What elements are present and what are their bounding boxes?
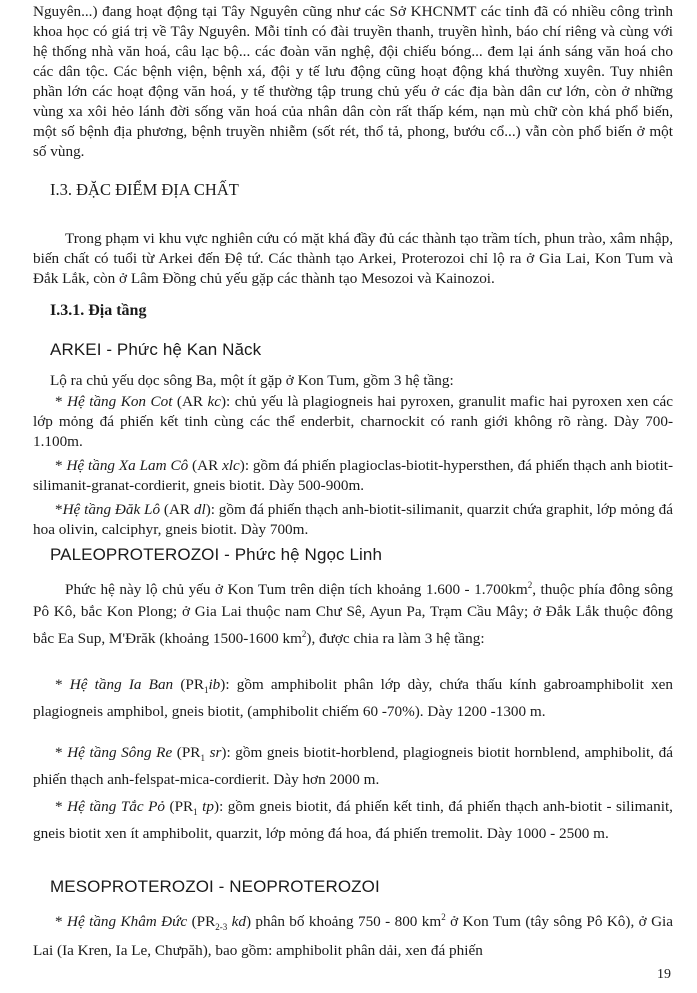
section-heading: I.3. ĐẶC ĐIỂM ĐỊA CHẤT [50,180,239,199]
paleoproterozoi-item: * Hệ tầng Sông Re ($PR_1$ sr): gồm gneis biotit-horblend, plagiogneis biotit hornblend, amphibolit, đá phiến thạch anh-felspat-mica-cordierit. Dày hơn 2000 m. [33,744,674,789]
paleoproterozoi-item: * Hệ tầng Tắc Pỏ ($PR_1$ tp): gồm gneis biotit, đá phiến kết tinh, đá phiến thạch anh-biotit - silimanit, gneis biotit xen ít amphibolit, quarzit, lớp mỏng đá hoa, đá phiến tremolit. Dày 1000 - 2500 m. [33,798,673,843]
section-paragraph: Trong phạm vi khu vực nghiên cứu có mặt khá đầy đủ các thành tạo trầm tích, phun trào, xâm nhập, biến chất có tuổi từ Arkei đến Đệ tứ. Các thành tạo Arkei, Proterozoi chỉ lộ ra ở Gia Lai, Kon Tum và Đắk Lắk, còn ở Lâm Đồng chủ yếu gặp các thành tạo Mesozoi và Kainozoi. [33,230,673,287]
intro-paragraph: Nguyên...) đang hoạt động tại Tây Nguyên cũng như các Sở KHCNMT các tỉnh đã có nhiều công trình khoa học có giá trị về Tây Nguyên. Mỗi tỉnh có đài truyền thanh, truyền hình, báo chí riêng và cùng với hệ thống nhà văn hoá, câu lạc bộ... các đoàn văn nghệ, đội chiếu bóng... đem lại ánh sáng văn hoá cho các dân tộc. Các bệnh viện, bệnh xá, đội y tế lưu động cũng hoạt động khá thường xuyên. Tuy nhiên phần lớn các hoạt động văn hoá, y tế thường tập trung chủ yếu ở các địa bàn dân cư lớn, còn ở những vùng xa xôi hẻo lánh đời sống văn hoá của nhân dân còn rất thấp kém, nạn mù chữ còn khá phổ biến, một số bệnh địa phương, bệnh truyền nhiễm (sốt rét, thổ tả, phong, bướu cổ...) vẫn còn phổ biến ở một số vùng. [33,3,673,160]
page-number: 19 [657,967,671,982]
paleoproterozoi-heading: PALEOPROTEROZOI - Phức hệ Ngọc Linh [50,545,383,564]
mesoproterozoi-item: * Hệ tầng Khâm Đức ($PR_{2-3}$ kd) phân bố khoảng 750 - 800 $km^2$ ở Kon Tum (tây sông Pô Kô), ở Gia Lai (Ia Kren, Ia Le, Chưpăh), bao gồm: amphibolit phân dải, xen đá phiến [33,912,673,960]
arkei-item: * Hệ tầng Xa Lam Cô (AR xlc): gồm đá phiến plagioclas-biotit-hypersthen, đá phiến thạch anh biotit-silimanit-granat-cordierit, gneis biotit. Dày 500-900m. [33,457,674,494]
paleoproterozoi-item: * Hệ tầng Ia Ban $(PR_1ib)$: gồm amphibolit phân lớp dày, chứa thấu kính gabroamphibolit xen plagiogneis amphibol, gneis biotit, (amphibolit chiếm 60 -70%). Dày 1200 -1300 m. [33,676,674,721]
arkei-intro: Lộ ra chủ yếu dọc sông Ba, một ít gặp ở Kon Tum, gồm 3 hệ tầng: [50,372,454,389]
arkei-heading: ARKEI - Phức hệ Kan Năck [50,340,262,359]
subsection-heading: I.3.1. Địa tầng [50,302,147,319]
arkei-item: *Hệ tầng Đăk Lô (AR dl): gồm đá phiến thạch anh-biotit-silimanit, quarzit chứa graphit, lớp mỏng đá hoa olivin, calciphyr, gneis biotit. Dày 700m. [33,501,674,538]
mesoproterozoi-heading: MESOPROTEROZOI - NEOPROTEROZOI [50,877,380,896]
arkei-item: * Hệ tầng Kon Cot (AR kc): chủ yếu là plagiogneis hai pyroxen, granulit mafic hai pyroxen xen các lớp mỏng đá phiến kết tinh cùng các thể enderbit, charnockit có ranh giới không rõ ràng. Dày 700-1.100m. [33,393,674,450]
paleoproterozoi-intro: Phức hệ này lộ chủ yếu ở Kon Tum trên diện tích khoảng $1.600 - 1.700km^2$, thuộc phía đông sông Pô Kô, bắc Kon Plong; ở Gia Lai thuộc nam Chư Sê, Ayun Pa, Trạm Cầu Mây; ở Đắk Lắk thuộc đông bắc Ea Sup, M'Đrăk (khoảng 1500-1600 $km^2$), được chia ra làm 3 hệ tầng: [33,580,673,648]
